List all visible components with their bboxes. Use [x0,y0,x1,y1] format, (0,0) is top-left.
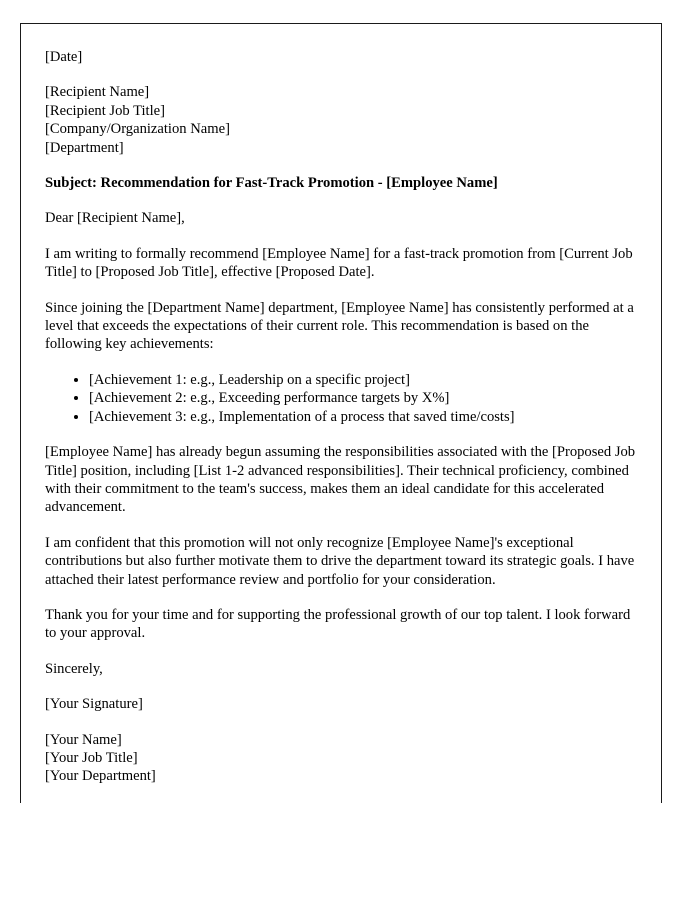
sender-job-title: [Your Job Title] [45,749,138,766]
recipient-job-title: [Recipient Job Title] [45,102,165,119]
document-page [20,23,662,803]
letter-body [45,48,641,786]
date-line: [Date] [45,49,83,65]
paragraph-responsibilities: [Employee Name] has already begun assuming the responsibilities associated with the [Proposed Job Title] position, including [List 1-2 advanced responsibilities]. Their technical proficiency, combined with their commitment to the team's success, makes them an ideal candidate for this accelerated advancement. [45,444,636,516]
achievements-list [45,371,641,426]
paragraph-confidence: I am confident that this promotion will not only recognize [Employee Name]'s exceptional contributions but also further motivate them to drive the department toward its strategic goals. I have attached their latest performance review and portfolio for your consideration. [45,534,635,588]
sender-department: [Your Department] [45,768,156,785]
list-item: • [Achievement 1: e.g., Leadership on a specific project] [89,371,641,389]
recipient-name: [Recipient Name] [45,84,150,101]
subject-line: Subject: Recommendation for Fast-Track Promotion - [Employee Name] [45,175,498,192]
recipient-address-block [45,83,641,157]
recipient-company: [Company/Organization Name] [45,121,230,138]
salutation: Dear [Recipient Name], [45,210,185,227]
paragraph-thanks: Thank you for your time and for supporting the professional growth of our top talent. I look forward to your approval. [45,606,631,642]
signature-block [45,731,641,786]
list-item: • [Achievement 2: e.g., Exceeding performance targets by X%] [89,389,641,407]
list-item: • [Achievement 3: e.g., Implementation of a process that saved time/costs] [89,408,641,426]
paragraph-performance: Since joining the [Department Name] department, [Employee Name] has consistently performed at a level that exceeds the expectations of their current role. This recommendation is based on the following key achievements: [45,299,634,353]
recipient-department: [Department] [45,139,124,156]
signature-placeholder: [Your Signature] [45,696,143,713]
paragraph-intro: I am writing to formally recommend [Employee Name] for a fast-track promotion from [Current Job Title] to [Proposed Job Title], effective [Proposed Date]. [45,245,633,281]
closing-line: Sincerely, [45,660,103,677]
sender-name: [Your Name] [45,731,122,748]
